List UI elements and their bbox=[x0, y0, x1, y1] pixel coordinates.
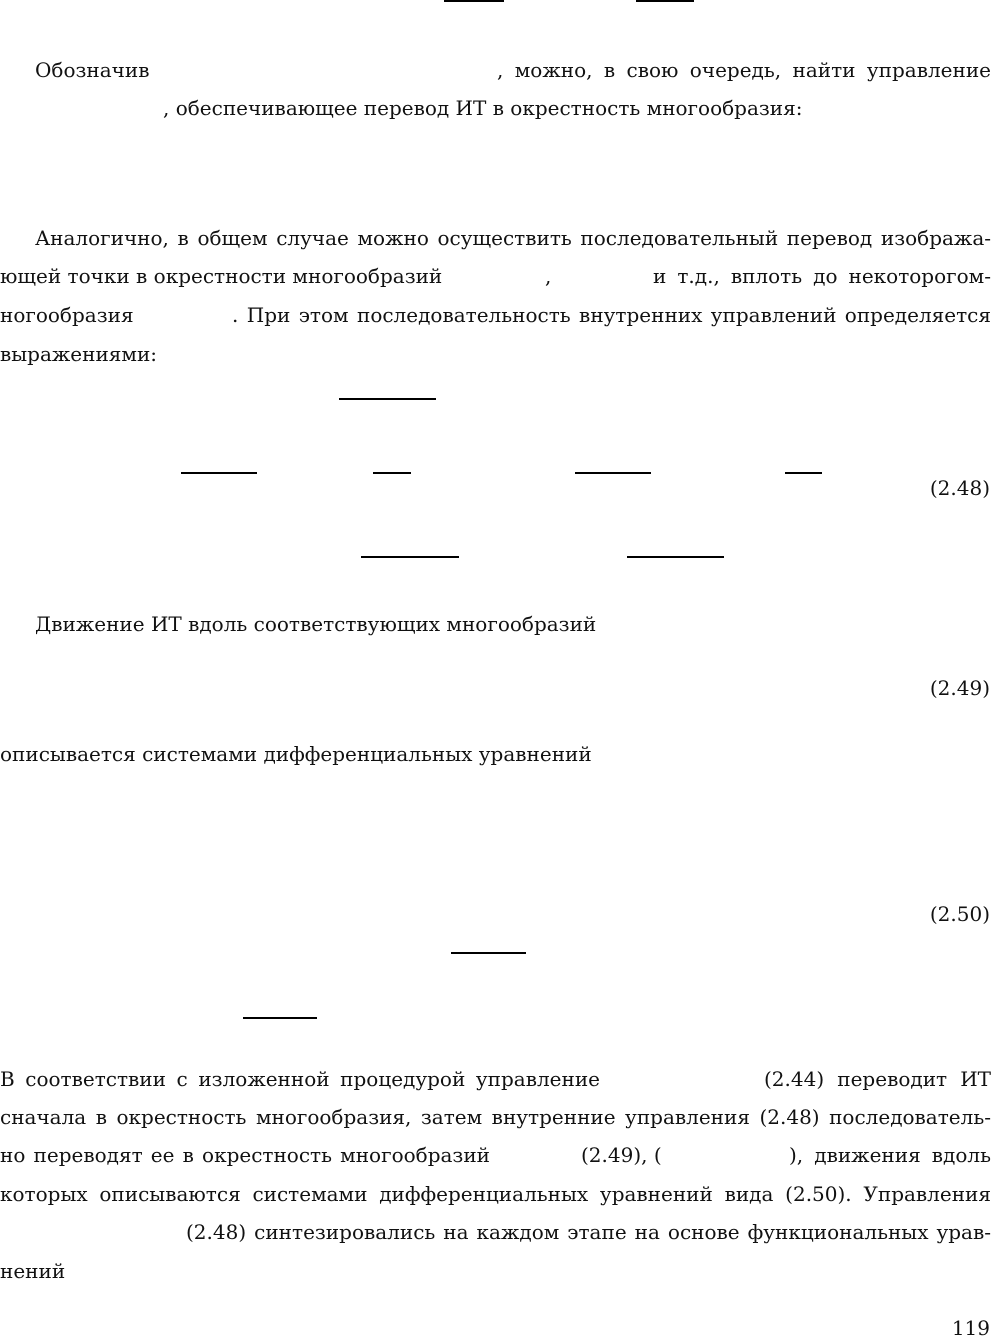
fraction-bar bbox=[451, 952, 526, 954]
fraction-bar bbox=[785, 472, 822, 474]
text-line: . При этом последовательность внутренних управлений определяется bbox=[232, 303, 991, 327]
fraction-bar bbox=[339, 398, 436, 400]
equation-number: (2.48) bbox=[929, 476, 990, 500]
text-line: выражениями: bbox=[0, 342, 158, 366]
text-line: и т.д., вплоть до некоторогом- bbox=[653, 264, 991, 288]
text-line: (2.48) синтезировались на каждом этапе на основе функциональных урав- bbox=[186, 1220, 991, 1244]
fraction-bar bbox=[636, 0, 694, 2]
text-line: (2.44) переводит ИТ bbox=[764, 1067, 991, 1091]
fraction-bar bbox=[243, 1017, 317, 1019]
text-line: нений bbox=[0, 1259, 66, 1283]
fraction-bar bbox=[373, 472, 411, 474]
fraction-bar bbox=[627, 556, 724, 558]
fraction-bar bbox=[444, 0, 504, 2]
equation-number: (2.49) bbox=[929, 676, 990, 700]
text-line: ), движения вдоль bbox=[789, 1143, 991, 1167]
fraction-bar bbox=[181, 472, 257, 474]
text-line: сначала в окрестность многообразия, затем внутренние управления (2.48) последователь- bbox=[0, 1105, 991, 1129]
text-line: , обеспечивающее перевод ИТ в окрестность многообразия: bbox=[163, 96, 803, 120]
fraction-bar bbox=[575, 472, 651, 474]
text-line: , bbox=[545, 264, 552, 288]
text-line: ногообразия bbox=[0, 303, 134, 327]
equation-number: (2.50) bbox=[929, 902, 990, 926]
text-line: , можно, в свою очередь, найти управление bbox=[497, 58, 991, 82]
text-line: описывается системами дифференциальных уравнений bbox=[0, 742, 592, 766]
text-line: но переводят ее в окрестность многообразий bbox=[0, 1143, 490, 1167]
text-line: Обозначив bbox=[35, 58, 150, 82]
fraction-bar bbox=[361, 556, 459, 558]
text-line: Движение ИТ вдоль соответствующих многообразий bbox=[35, 612, 597, 636]
text-line: Аналогично, в общем случае можно осуществить последовательный перевод изобража- bbox=[35, 226, 991, 250]
page-number: 119 bbox=[951, 1316, 990, 1340]
text-line: ющей точки в окрестности многообразий bbox=[0, 264, 443, 288]
text-line: (2.49), ( bbox=[581, 1143, 662, 1167]
text-line: которых описываются системами дифференциальных уравнений вида (2.50). Управления bbox=[0, 1182, 991, 1206]
text-line: В соответствии с изложенной процедурой управление bbox=[0, 1067, 600, 1091]
